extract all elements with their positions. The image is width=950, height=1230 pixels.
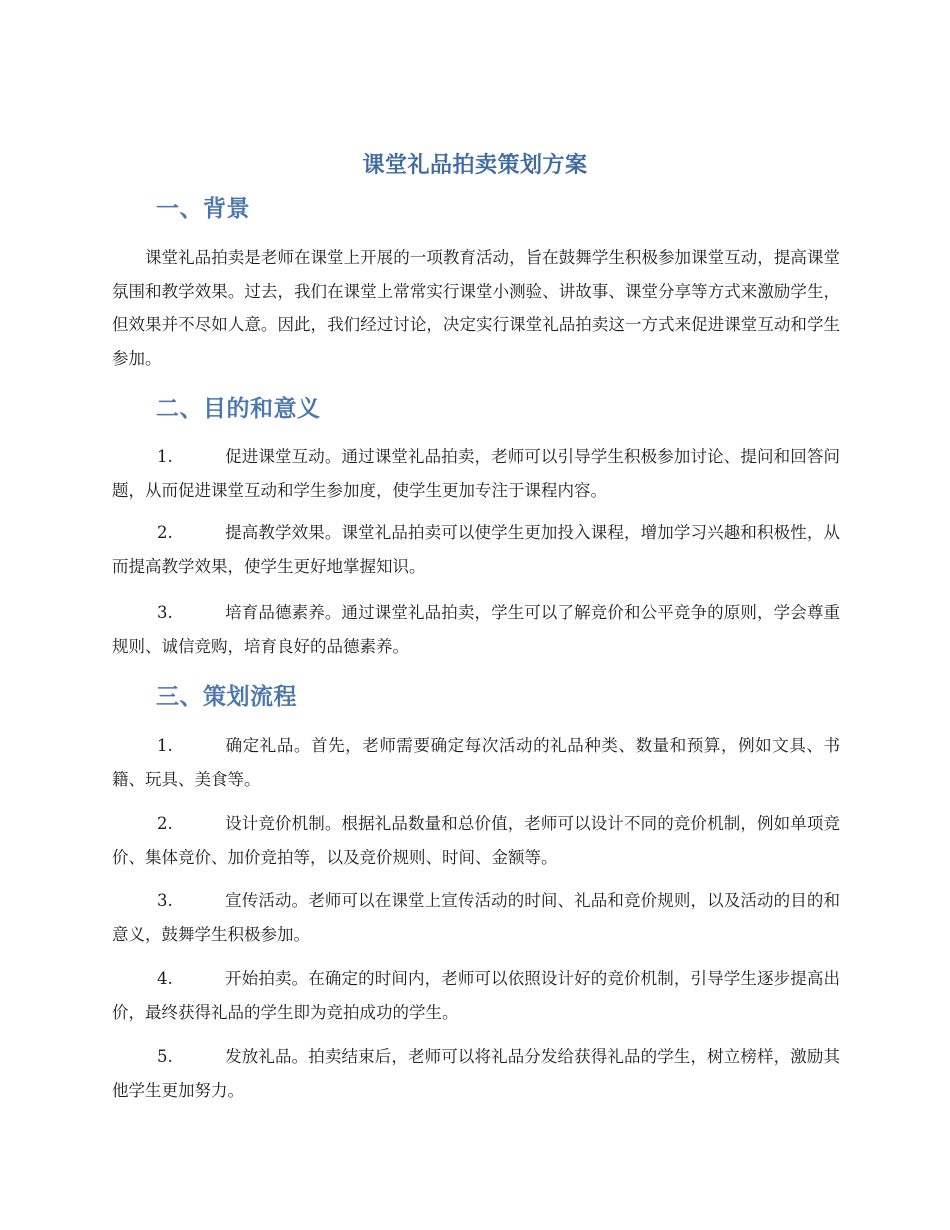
item-text: 促进课堂互动。通过课堂礼品拍卖，老师可以引导学生积极参加讨论、提问和回答问题，从而促进课堂互动和学生参加度，使学生更加专注于课程内容。 [112, 447, 840, 500]
item-text: 宣传活动。老师可以在课堂上宣传活动的时间、礼品和竞价规则，以及活动的目的和意义，鼓舞学生积极参加。 [112, 891, 840, 944]
item-text: 设计竞价机制。根据礼品数量和总价值，老师可以设计不同的竞价机制，例如单项竞价、集体竞价、加价竞拍等，以及竞价规则、时间、金额等。 [112, 814, 840, 867]
purpose-item-3 [112, 596, 840, 663]
item-text: 发放礼品。拍卖结束后，老师可以将礼品分发给获得礼品的学生，树立榜样，激励其他学生更加努力。 [112, 1047, 840, 1100]
purpose-item-1 [112, 440, 840, 507]
purpose-item-2 [112, 516, 840, 583]
section-heading-process: 三、策划流程 [156, 684, 297, 710]
process-item-5 [112, 1040, 840, 1107]
process-item-2 [112, 807, 840, 874]
item-number: 2. [157, 523, 173, 542]
item-number: 5. [157, 1047, 173, 1066]
item-number: 4. [157, 969, 173, 988]
item-number: 3. [157, 891, 173, 910]
document-title: 课堂礼品拍卖策划方案 [362, 153, 588, 178]
section-heading-purpose: 二、目的和意义 [156, 396, 321, 422]
item-number: 3. [157, 603, 173, 622]
item-text: 确定礼品。首先，老师需要确定每次活动的礼品种类、数量和预算，例如文具、书籍、玩具、美食等。 [112, 736, 840, 789]
process-item-1 [112, 729, 840, 796]
item-text: 提高教学效果。课堂礼品拍卖可以使学生更加投入课程，增加学习兴趣和积极性，从而提高教学效果，使学生更好地掌握知识。 [112, 523, 840, 576]
process-item-3 [112, 884, 840, 951]
background-paragraph: 课堂礼品拍卖是老师在课堂上开展的一项教育活动，旨在鼓舞学生积极参加课堂互动，提高课堂氛围和教学效果。过去，我们在课堂上常常实行课堂小测验、讲故事、课堂分享等方式来激励学生，但效果并不尽如人意。因此，我们经过讨论，决定实行课堂礼品拍卖这一方式来促进课堂互动和学生参加。 [112, 248, 840, 368]
section-heading-background: 一、背景 [156, 196, 250, 222]
item-text: 培育品德素养。通过课堂礼品拍卖，学生可以了解竞价和公平竞争的原则，学会尊重规则、诚信竞购，培育良好的品德素养。 [112, 603, 840, 656]
item-number: 1. [157, 736, 173, 755]
item-number: 2. [157, 814, 173, 833]
process-item-4 [112, 962, 840, 1029]
item-number: 1. [157, 447, 173, 466]
item-text: 开始拍卖。在确定的时间内，老师可以依照设计好的竞价机制，引导学生逐步提高出价，最终获得礼品的学生即为竞拍成功的学生。 [112, 969, 840, 1022]
